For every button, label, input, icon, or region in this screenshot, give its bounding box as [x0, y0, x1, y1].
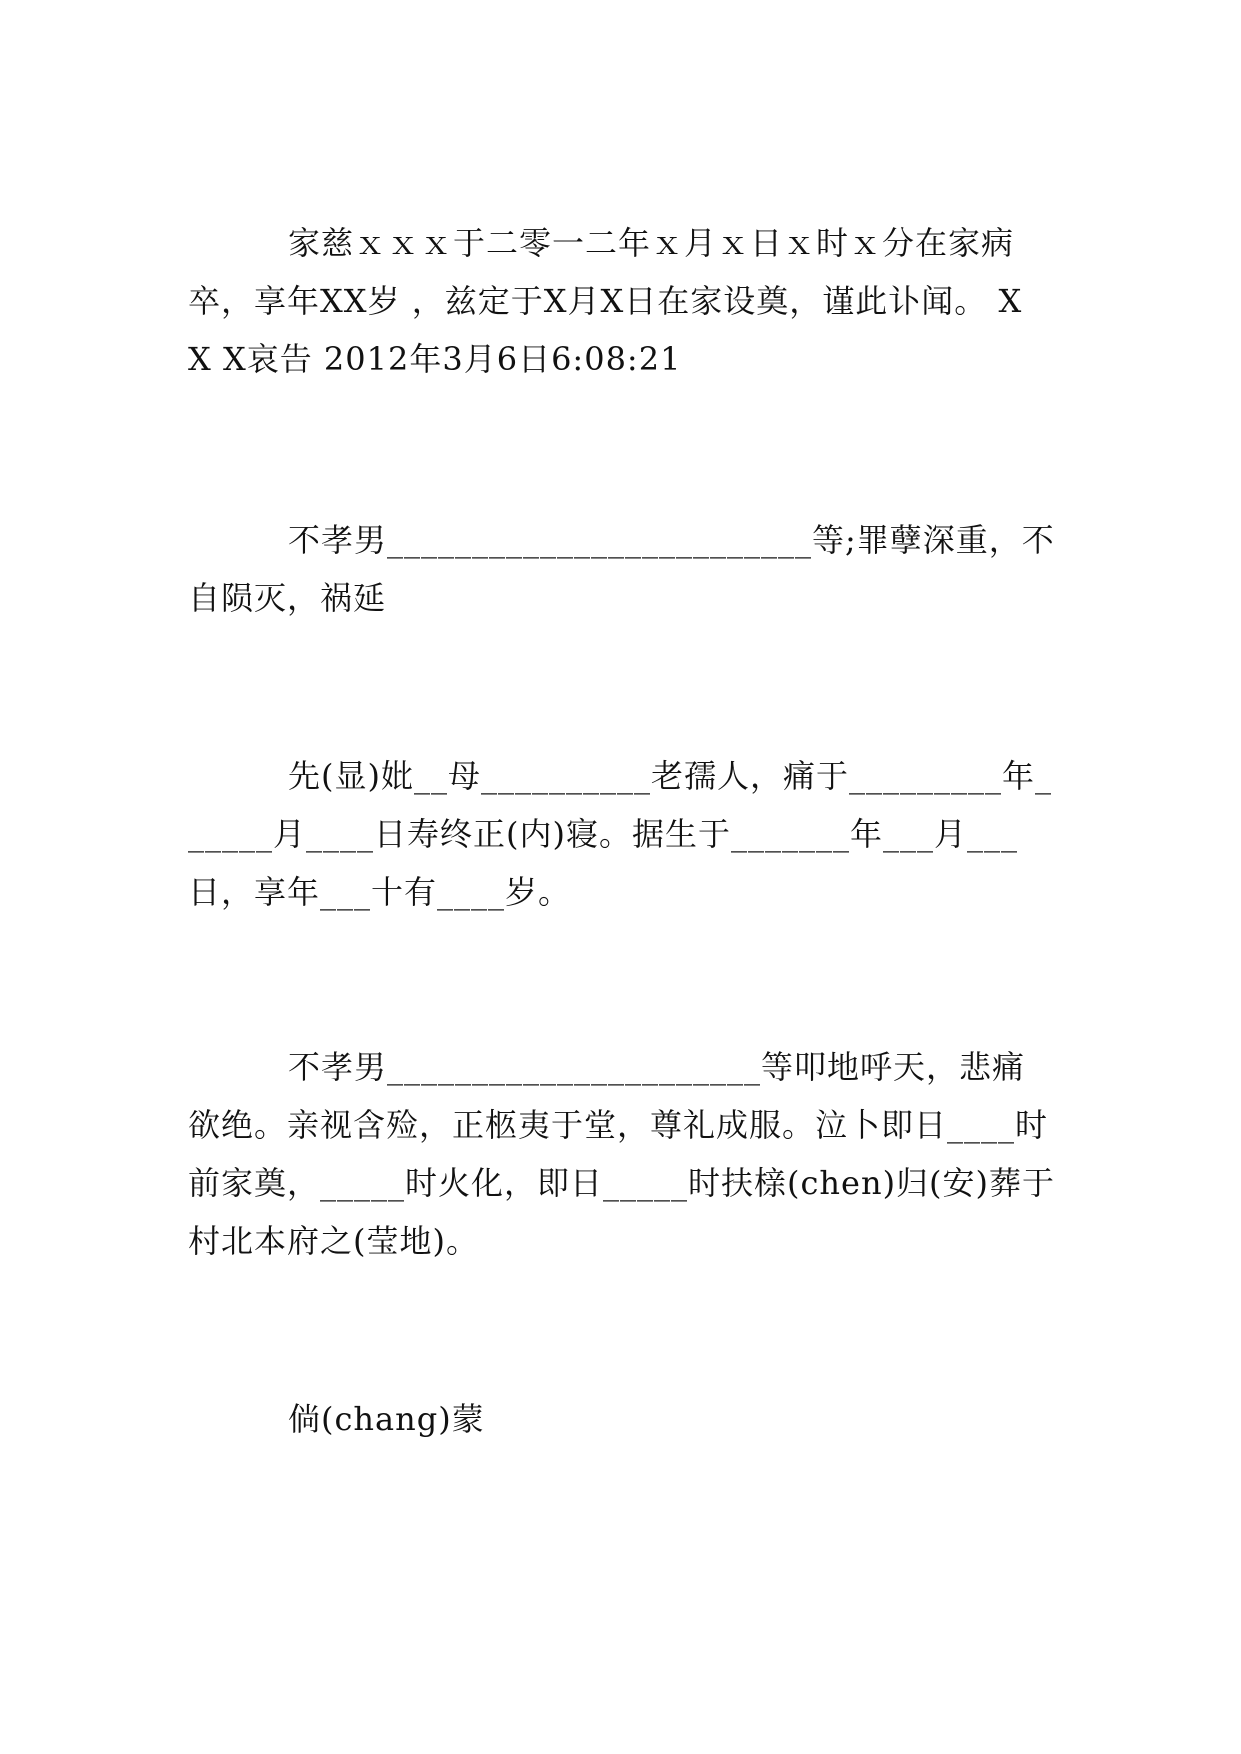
paragraph-deceased-details: 先(显)妣__母__________老孺人，痛于_________年______月____日寿终正(内)寝。据生于_______年___月___日，享年___十有____岁。 — [188, 757, 1052, 911]
paragraph-filial-sons: 不孝男_________________________等;罪孽深重，不自陨灭，祸延 — [188, 521, 1055, 617]
paragraph-announcement: 家慈ｘｘｘ于二零一二年ｘ月ｘ日ｘ时ｘ分在家病卒，享年XX岁 ，兹定于X月X日在家设奠，谨此讣闻。 X X X哀告 2012年3月6日6:08:21 — [188, 224, 1023, 378]
paragraph-funeral-arrangements: 不孝男______________________等叩地呼天，悲痛欲绝。亲视含殓，正柩夷于堂，尊礼成服。泣卜即日____时前家奠，_____时火化，即日_____时扶榇(chen)归(安)葬于村北本府之(莹地)。 — [188, 1048, 1056, 1260]
paragraph-closing: 倘(chang)蒙 — [288, 1400, 485, 1438]
